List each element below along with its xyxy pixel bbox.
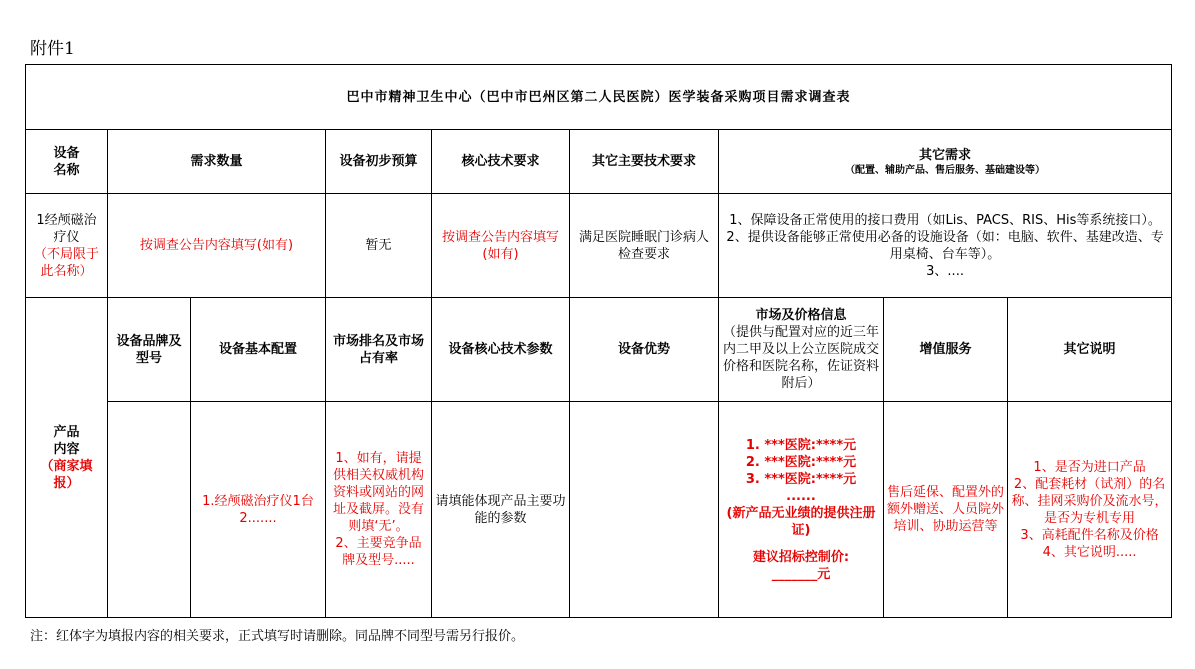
product-section-label: 产品 内容 （商家填 报） [26, 298, 108, 618]
col-price-info: 市场及价格信息 （提供与配置对应的近三年内二甲及以上公立医院成交价格和医院名称，佐证资料附后） [719, 298, 884, 402]
device-name-cell: 1经颅磁治 疗仪 （不局限于 此名称） [26, 194, 108, 298]
header-budget: 设备初步预算 [326, 130, 432, 194]
attachment-label: 附件1 [30, 39, 75, 59]
survey-table [25, 64, 1172, 618]
product-header-row [26, 298, 1172, 402]
header-demand-qty: 需求数量 [108, 130, 326, 194]
header-other-tech: 其它主要技术要求 [570, 130, 719, 194]
header-other-needs: 其它需求 （配置、辅助产品、售后服务、基础建设等） [719, 130, 1172, 194]
core-tech-cell: 按调查公告内容填写(如有) [432, 194, 570, 298]
basic-config-cell: 1.经颅磁治疗仪1台 2....... [191, 402, 326, 618]
table-title: 巴中市精神卫生中心（巴中市巴州区第二人民医院）医学装备采购项目需求调查表 [26, 65, 1172, 130]
col-advantage: 设备优势 [570, 298, 719, 402]
market-rank-cell: 1、如有，请提供相关权威机构资料或网站的网址及截屏。没有则填‘无’。 2、主要竞争品牌及型号..... [326, 402, 432, 618]
col-brand-model: 设备品牌及型号 [108, 298, 191, 402]
col-market-rank: 市场排名及市场占有率 [326, 298, 432, 402]
header-core-tech: 核心技术要求 [432, 130, 570, 194]
col-value-added: 增值服务 [884, 298, 1008, 402]
col-other-notes: 其它说明 [1008, 298, 1172, 402]
footnote: 注：红体字为填报内容的相关要求，正式填写时请删除。同品牌不同型号需另行报价。 [30, 629, 525, 644]
product-content-row [26, 402, 1172, 618]
col-core-params: 设备核心技术参数 [432, 298, 570, 402]
header-row [26, 130, 1172, 194]
other-notes-cell: 1、是否为进口产品 2、配套耗材（试剂）的名称、挂网采购价及流水号，是否为专机专用 3、高耗配件名称及价格 4、其它说明..... [1008, 402, 1172, 618]
other-needs-cell: 1、保障设备正常使用的接口费用（如Lis、PACS、RIS、His等系统接口）。 2、提供设备能够正常使用必备的设施设备（如：电脑、软件、基建改造、专用桌椅、台车等）。 3、.... [719, 194, 1172, 298]
header-device-name: 设备 名称 [26, 130, 108, 194]
demand-qty-cell: 按调查公告内容填写(如有) [108, 194, 326, 298]
core-params-cell: 请填能体现产品主要功能的参数 [432, 402, 570, 618]
device-row [26, 194, 1172, 298]
price-info-cell: 1. ***医院:****元 2. ***医院:****元 3. ***医院:****元 ...... (新产品无业绩的提供注册证) 建议招标控制价: _______元 [719, 402, 884, 618]
value-added-cell: 售后延保、配置外的额外赠送、人员院外培训、协助运营等 [884, 402, 1008, 618]
col-basic-config: 设备基本配置 [191, 298, 326, 402]
advantage-cell [570, 402, 719, 618]
other-tech-cell: 满足医院睡眠门诊病人检查要求 [570, 194, 719, 298]
budget-cell: 暂无 [326, 194, 432, 298]
brand-model-cell [108, 402, 191, 618]
